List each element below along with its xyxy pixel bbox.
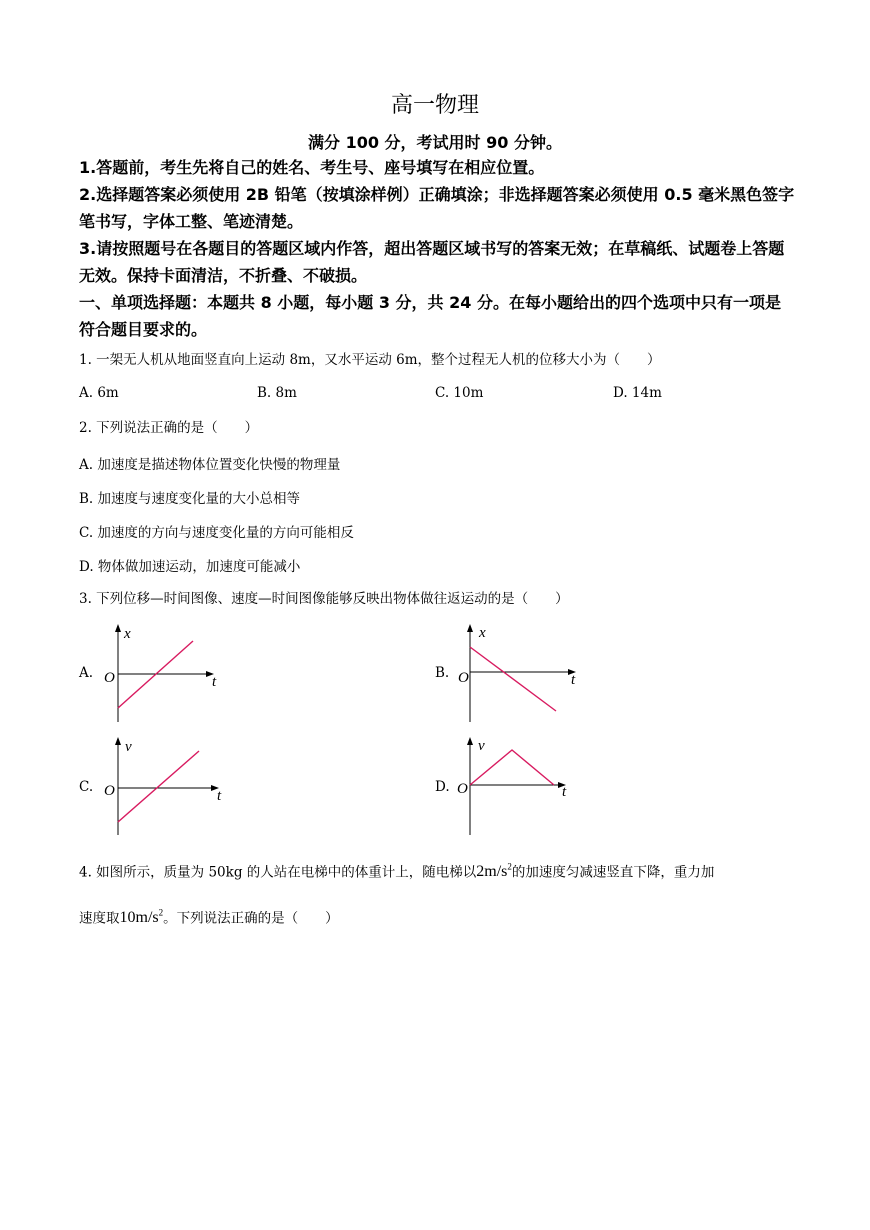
question-4-stem-cont <box>79 901 795 930</box>
q4-stem-part-1: 4. 如图所示，质量为 50kg 的人站在电梯中的体重计上，随电梯以 <box>79 864 477 881</box>
q4-acceleration: $2m/s^2$ <box>476 862 512 881</box>
page-title: 高一物理 <box>390 93 479 118</box>
q1-option-a[interactable]: A. 6m <box>79 385 119 401</box>
instruction-2: 2.选择题答案必须使用 2B 铅笔（按填涂样例）正确填涂；非选择题答案必须使用 0.5 毫米黑色签字笔书写，字体工整、笔迹清楚。 <box>79 185 795 231</box>
question-2-stem: 2. 下列说法正确的是（ ） <box>79 420 259 436</box>
y-axis-arrow <box>467 737 473 745</box>
q3-graph-c <box>96 735 231 837</box>
y-axis-arrow <box>467 624 473 632</box>
x-axis-label: t <box>562 784 567 800</box>
q3-option-c[interactable]: C. <box>79 779 94 795</box>
q3-option-b[interactable]: B. <box>435 665 450 681</box>
origin-label: O <box>458 670 469 686</box>
origin-label: O <box>457 781 468 797</box>
graph-line <box>470 750 554 785</box>
y-axis-label: v <box>125 739 132 755</box>
y-axis-arrow <box>115 737 121 745</box>
graph-line <box>470 647 556 711</box>
instruction-3: 3.请按照题号在各题目的答题区域内作答，超出答题区域书写的答案无效；在草稿纸、试题卷上答题无效。保持卡面清洁，不折叠、不破损。 <box>79 239 785 285</box>
q4-stem-part-3: 速度取 <box>79 910 120 927</box>
q4-stem-part-2: 的加速度匀减速竖直下降，重力加 <box>511 864 715 881</box>
y-axis-label: v <box>478 738 485 754</box>
q3-graph-a <box>96 622 231 724</box>
y-axis-label: x <box>124 626 131 642</box>
q2-option-c[interactable]: C. 加速度的方向与速度变化量的方向可能相反 <box>79 525 354 541</box>
q4-gravity: $10m/s^2$ <box>119 908 164 927</box>
question-3-stem: 3. 下列位移—时间图像、速度—时间图像能够反映出物体做往返运动的是（ ） <box>79 591 569 607</box>
x-axis-label: t <box>571 672 576 688</box>
q1-option-b[interactable]: B. 8m <box>257 385 297 401</box>
origin-label: O <box>104 670 115 686</box>
q3-option-d[interactable]: D. <box>435 779 450 795</box>
q2-option-b[interactable]: B. 加速度与速度变化量的大小总相等 <box>79 491 301 507</box>
q3-option-a[interactable]: A. <box>79 665 94 681</box>
q2-option-a[interactable]: A. 加速度是描述物体位置变化快慢的物理量 <box>79 457 341 473</box>
q3-graph-b <box>448 622 583 724</box>
q1-option-c[interactable]: C. 10m <box>435 385 484 401</box>
q3-graph-d <box>448 735 583 837</box>
question-4-stem <box>79 855 795 884</box>
section-heading: 一、单项选择题：本题共 8 小题，每小题 3 分，共 24 分。在每小题给出的四个选项中只有一项是符合题目要求的。 <box>79 293 781 339</box>
graph-line <box>118 751 199 822</box>
q1-option-d[interactable]: D. 14m <box>613 385 662 401</box>
x-axis-label: t <box>217 788 222 804</box>
y-axis-label: x <box>479 625 486 641</box>
origin-label: O <box>104 783 115 799</box>
x-axis-label: t <box>212 674 217 690</box>
q4-stem-part-4: 。下列说法正确的是（ ） <box>163 910 339 927</box>
exam-subtitle: 满分 100 分，考试用时 90 分钟。 <box>308 133 562 152</box>
q2-option-d[interactable]: D. 物体做加速运动，加速度可能减小 <box>79 559 301 575</box>
question-1-stem: 1. 一架无人机从地面竖直向上运动 8m，又水平运动 6m，整个过程无人机的位移大小为（ ） <box>79 352 661 368</box>
instruction-1: 1.答题前，考生先将自己的姓名、考生号、座号填写在相应位置。 <box>79 158 545 177</box>
y-axis-arrow <box>115 624 121 632</box>
